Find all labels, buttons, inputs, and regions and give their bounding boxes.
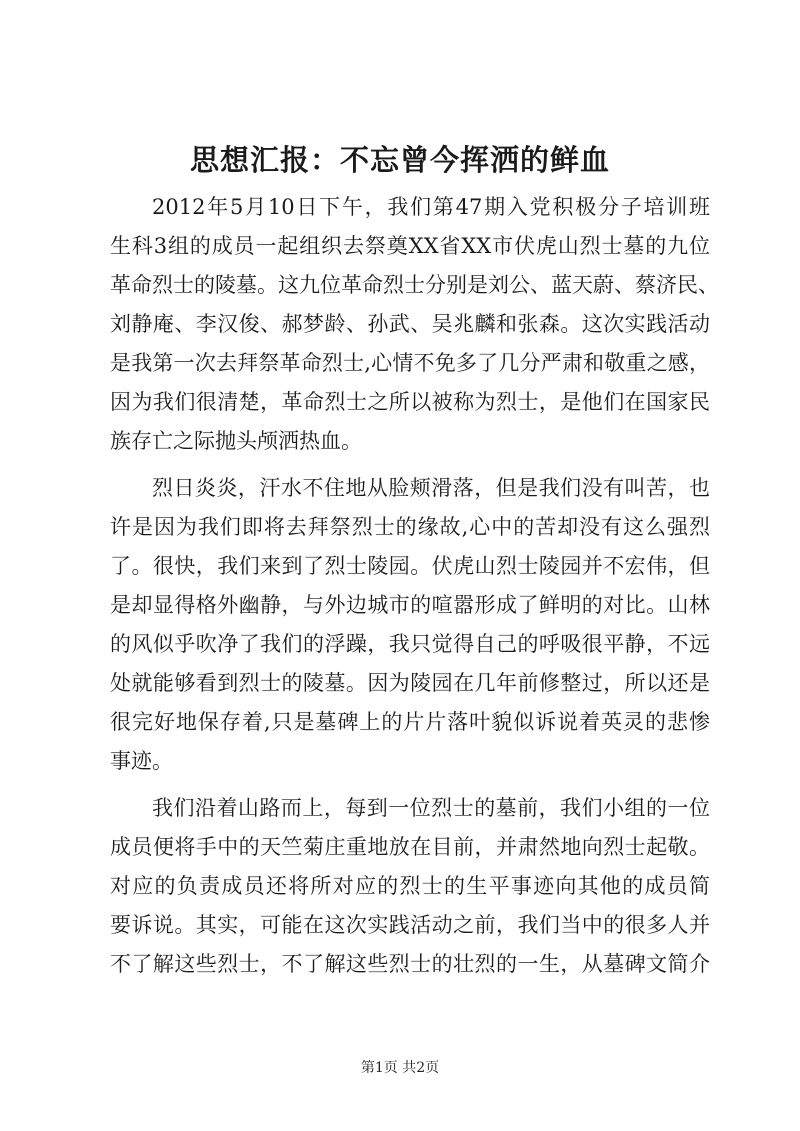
text-line: 处就能够看到烈士的陵墓。因为陵园在几年前修整过，所以还是 — [110, 671, 710, 695]
page-footer: 第1页 共2页 — [360, 1060, 440, 1076]
document-title: 思想汇报：不忘曾今挥洒的鲜血 — [189, 143, 610, 177]
text-line: 烈日炎炎，汗水不住地从脸颊滑落，但是我们没有叫苦，也 — [152, 476, 710, 500]
text-line: 因为我们很清楚，革命烈士之所以被称为烈士，是他们在国家民 — [110, 390, 710, 414]
text-line: 成员便将手中的天竺菊庄重地放在目前，并肃然地向烈士起敬。 — [110, 835, 710, 859]
text-line: 是却显得格外幽静，与外边城市的喧嚣形成了鲜明的对比。山林 — [110, 593, 710, 617]
text-line: 族存亡之际抛头颅洒热血。 — [110, 429, 362, 453]
text-line: 对应的负责成员还将所对应的烈士的生平事迹向其他的成员简 — [110, 874, 710, 898]
text-line: 我们沿着山路而上，每到一位烈士的墓前，我们小组的一位 — [152, 796, 710, 820]
text-line: 不了解这些烈士，不了解这些烈士的壮烈的一生，从墓碑文简介 — [110, 952, 710, 976]
text-line: 的风似乎吹净了我们的浮躁，我只觉得自己的呼吸很平静，不远 — [110, 632, 710, 656]
text-line: 是我第一次去拜祭革命烈士,心情不免多了几分严肃和敬重之感， — [110, 351, 710, 375]
text-line: 许是因为我们即将去拜祭烈士的缘故,心中的苦却没有这么强烈 — [110, 515, 710, 539]
text-line: 了。很快，我们来到了烈士陵园。伏虎山烈士陵园并不宏伟，但 — [110, 554, 710, 578]
text-line: 2012年5月10日下午，我们第47期入党积极分子培训班 — [152, 195, 710, 219]
text-line: 很完好地保存着,只是墓碑上的片片落叶貌似诉说着英灵的悲惨 — [110, 710, 710, 734]
text-line: 革命烈士的陵墓。这九位革命烈士分别是刘公、蓝天蔚、蔡济民、 — [110, 273, 719, 297]
text-line: 事迹。 — [110, 749, 173, 773]
text-line: 生科3组的成员一起组织去祭奠XX省XX市伏虎山烈士墓的九位 — [110, 234, 710, 258]
text-line: 要诉说。其实，可能在这次实践活动之前，我们当中的很多人并 — [110, 913, 710, 937]
text-line: 刘静庵、李汉俊、郝梦龄、孙武、吴兆麟和张森。这次实践活动 — [110, 312, 710, 336]
